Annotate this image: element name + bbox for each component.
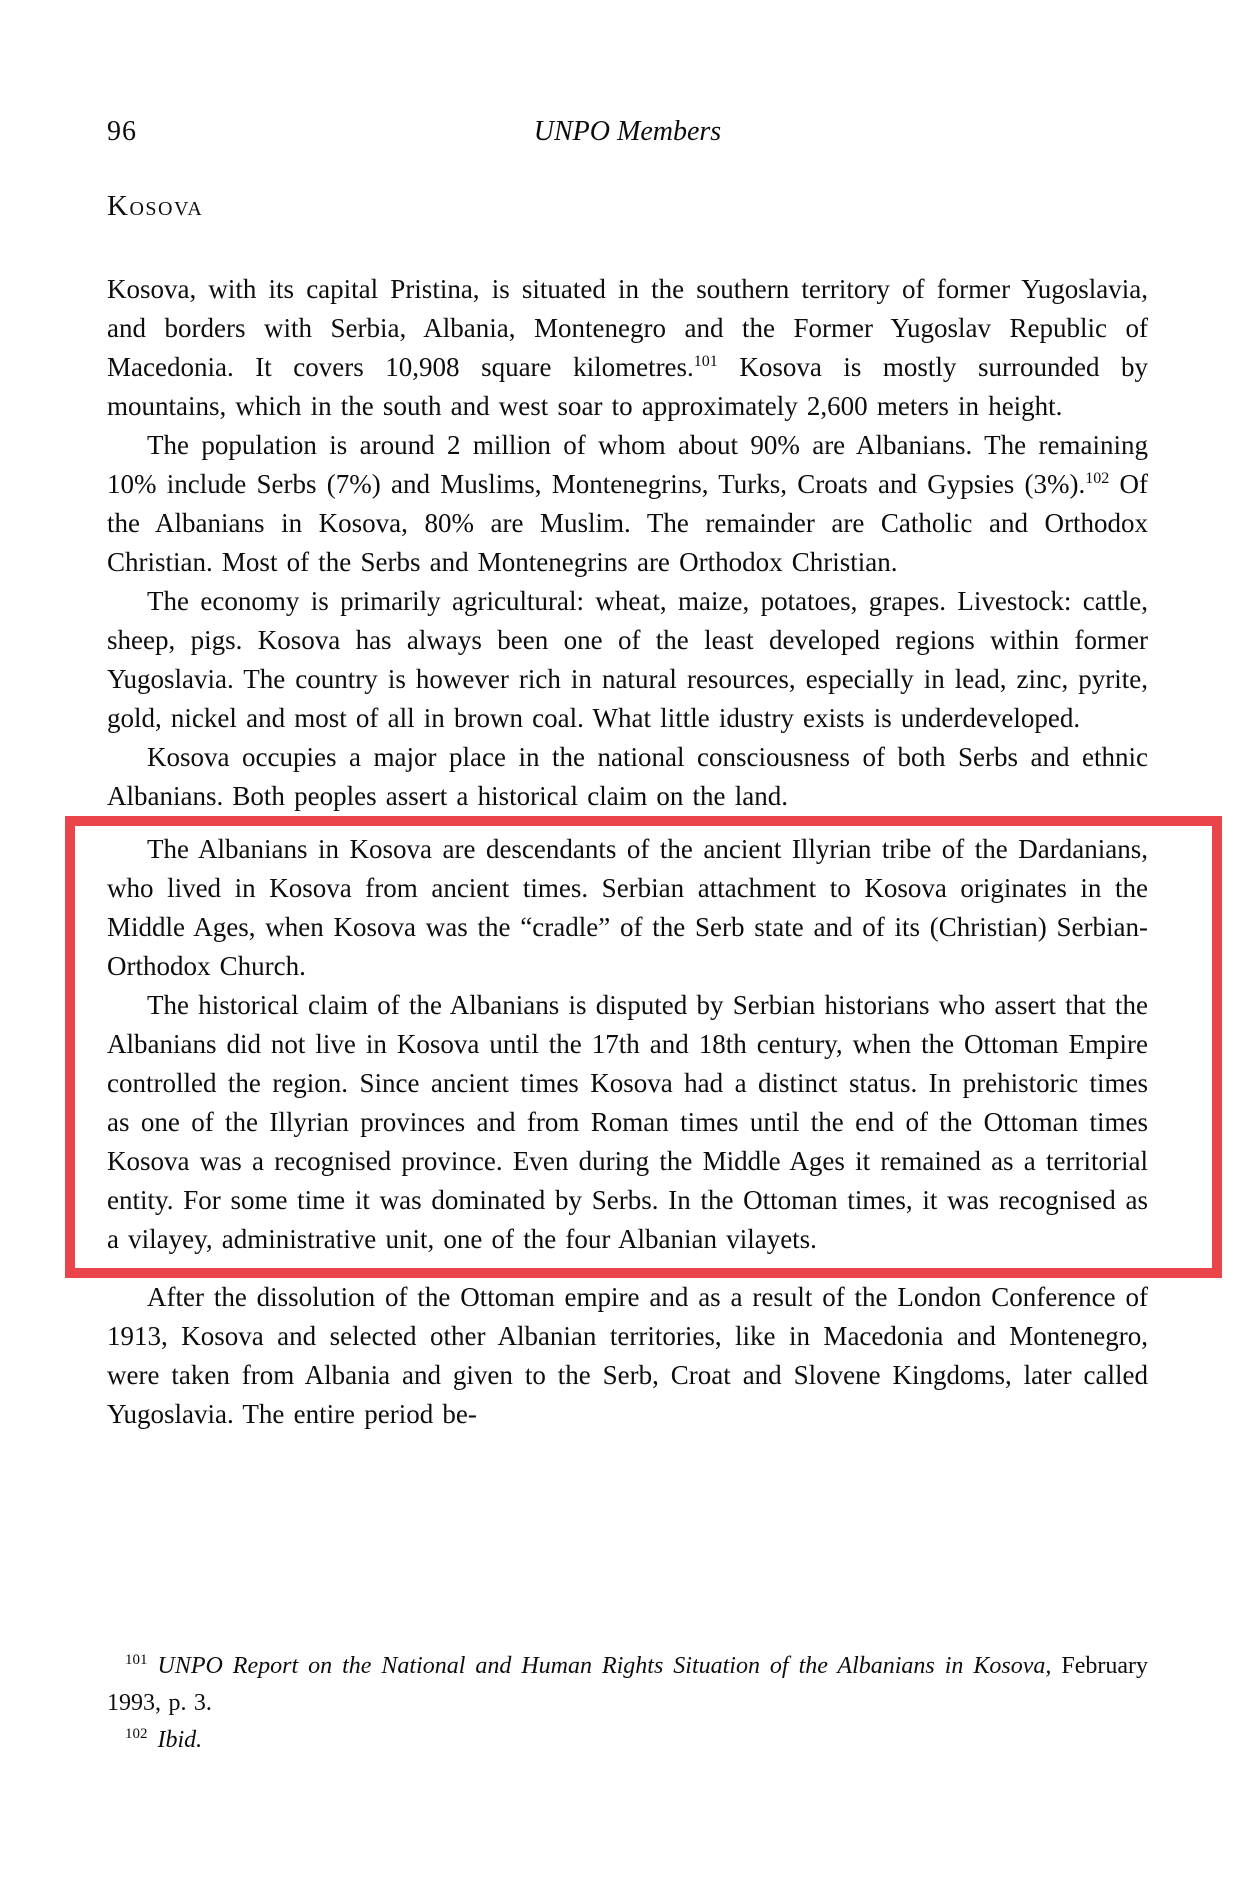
paragraph-group-after-box <box>107 1278 1148 1434</box>
paragraph: The Albanians in Kosova are descendants of the ancient Illyrian tribe of the Dardanians, who lived in Kosova from ancient times. Serbian attachment to Kosova originates in the Middle Ages, when Kosova was the “cradle” of the Serb state and of its (Christian) Serbian-Orthodox Church. <box>107 834 1148 981</box>
paragraph: The economy is primarily agricultural: wheat, maize, potatoes, grapes. Livestock: cattle, sheep, pigs. Kosova has always been one of the least developed regions within former Yugoslavia. The country is however rich in natural resources, especially in lead, zinc, pyrite, gold, nickel and most of all in brown coal. What little idustry exists is underdeveloped. <box>107 586 1148 733</box>
body-text <box>107 270 1148 1434</box>
footnote-marker: 102 <box>125 1726 148 1742</box>
footnotes-block <box>107 1648 1148 1759</box>
footnote-text: February 1993, p. 3. <box>107 1653 1149 1716</box>
footnote-reference: 102 <box>1085 470 1110 487</box>
footnote-text-italic: UNPO Report on the National and Human Rights Situation of the Albanians in Kosova, <box>157 1653 1052 1679</box>
footnote-marker: 101 <box>125 1652 148 1668</box>
paragraph: The population is around 2 million of whom about 90% are Albanians. The remaining 10% include Serbs (7%) and Muslims, Montenegrins, Turks, Croats and Gypsies (3%).$^{102}$ Of the Albanians in Kosova, 80% are Muslim. The remainder are Catholic and Orthodox Christian. Most of the Serbs and Montenegrins are Orthodox Christian. <box>107 430 1148 577</box>
footnote-text-italic: Ibid. <box>157 1727 203 1753</box>
red-highlight-box <box>65 816 1222 1278</box>
footnote <box>107 1648 1148 1722</box>
running-title: UNPO Members <box>533 116 722 147</box>
paragraph-group-before-box <box>107 270 1148 816</box>
footnote <box>107 1722 1148 1759</box>
paragraph: Kosova occupies a major place in the national consciousness of both Serbs and ethnic Albanians. Both peoples assert a historical claim on the land. <box>107 742 1148 811</box>
footnote-reference: 101 <box>693 353 718 370</box>
paragraph: Kosova, with its capital Pristina, is situated in the southern territory of former Yugoslavia, and borders with Serbia, Albania, Montenegro and the Former Yugoslav Republic of Macedonia. It covers 10,908 square kilometres.$^{101}$ Kosova is mostly surrounded by mountains, which in the south and west soar to approximately 2,600 meters in height. <box>107 274 1148 421</box>
paragraph: After the dissolution of the Ottoman empire and as a result of the London Conference of 1913, Kosova and selected other Albanian territories, like in Macedonia and Montenegro, were taken from Albania and given to the Serb, Croat and Slovene Kingdoms, later called Yugoslavia. The entire period be- <box>107 1282 1148 1429</box>
section-heading: Kosova <box>107 190 204 222</box>
page-number: 96 <box>107 116 137 147</box>
paragraph: The historical claim of the Albanians is disputed by Serbian historians who assert that the Albanians did not live in Kosova until the 17th and 18th century, when the Ottoman Empire controlled the region. Since ancient times Kosova had a distinct status. In prehistoric times as one of the Illyrian provinces and from Roman times until the end of the Ottoman times Kosova was a recognised province. Even during the Middle Ages it remained as a territorial entity. For some time it was dominated by Serbs. In the Ottoman times, it was recognised as a vilayey, administrative unit, one of the four Albanian vilayets. <box>107 990 1148 1254</box>
